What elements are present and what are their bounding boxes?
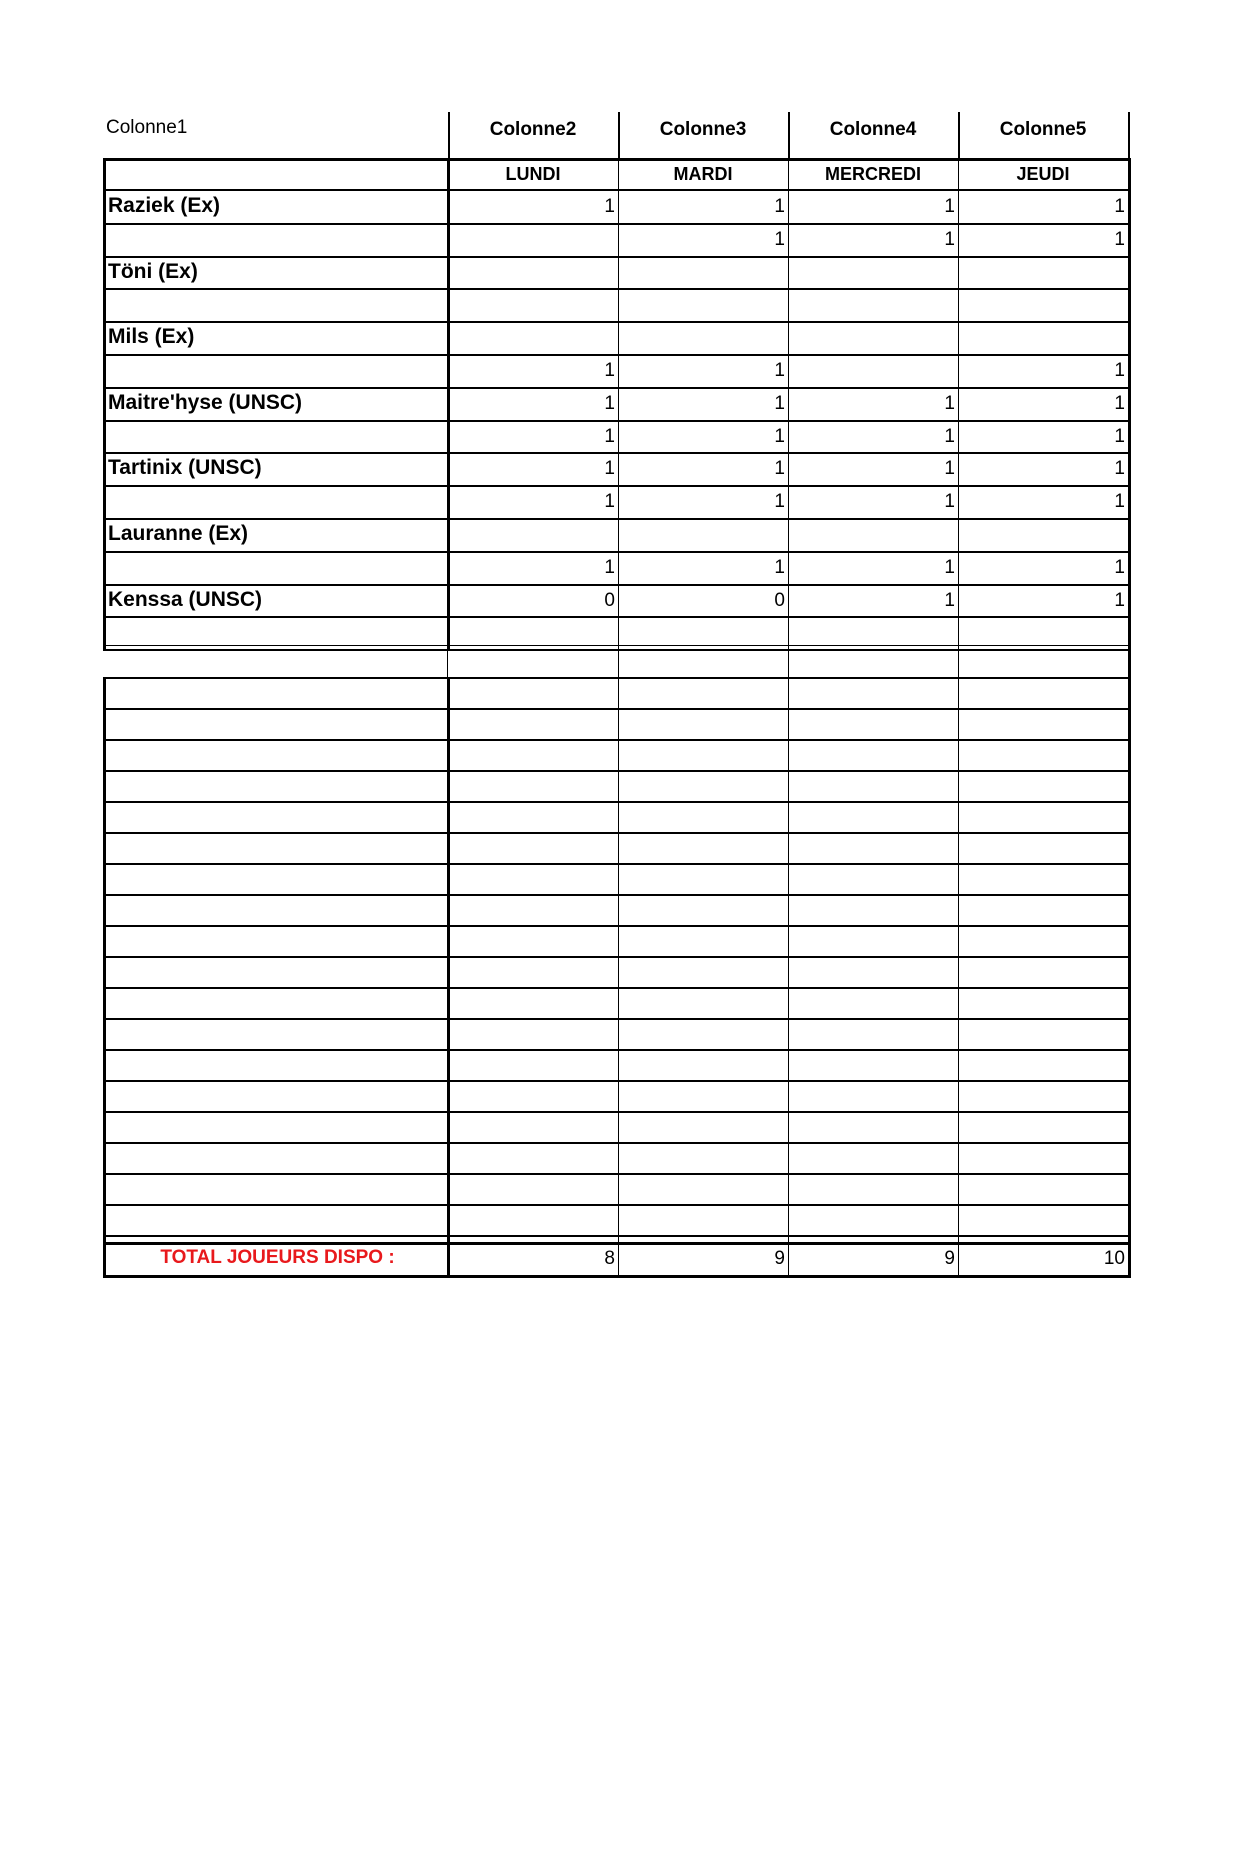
availability-jeudi: 1 xyxy=(1114,590,1125,611)
row-divider xyxy=(103,1080,1131,1082)
player-name xyxy=(104,289,451,321)
table-left-border xyxy=(103,158,106,650)
row-divider xyxy=(103,1049,1131,1051)
availability-jeudi: 1 xyxy=(1114,196,1125,217)
availability-mardi xyxy=(618,257,788,289)
availability-lundi: 1 xyxy=(604,196,615,217)
availability-mardi xyxy=(618,519,788,551)
column-divider xyxy=(618,158,619,1277)
row-divider xyxy=(103,485,1131,487)
availability-lundi: 0 xyxy=(604,590,615,611)
availability-mardi: 1 xyxy=(774,229,785,250)
player-name xyxy=(104,224,451,256)
availability-mardi: 0 xyxy=(774,590,785,611)
row-divider xyxy=(103,354,1131,356)
row-divider xyxy=(103,518,1131,520)
row-divider xyxy=(103,925,1131,927)
player-name xyxy=(104,486,451,518)
availability-jeudi: 1 xyxy=(1114,229,1125,250)
availability-mercredi: 1 xyxy=(944,557,955,578)
row-divider xyxy=(103,649,1131,651)
player-name: Lauranne (Ex) xyxy=(108,522,249,545)
row-divider xyxy=(103,551,1131,553)
player-name xyxy=(104,421,451,453)
header-column-divider xyxy=(788,112,790,158)
row-divider xyxy=(103,894,1131,896)
availability-mercredi xyxy=(788,289,958,321)
availability-mardi: 1 xyxy=(774,426,785,447)
row-divider xyxy=(103,739,1131,741)
availability-mardi: 1 xyxy=(774,393,785,414)
availability-lundi: 1 xyxy=(604,426,615,447)
column-divider xyxy=(788,158,789,1277)
name-column-border xyxy=(447,650,448,677)
availability-lundi: 1 xyxy=(604,491,615,512)
availability-mercredi: 1 xyxy=(944,590,955,611)
row-divider xyxy=(103,677,1131,679)
availability-mercredi: 1 xyxy=(944,229,955,250)
player-name: Mils (Ex) xyxy=(108,325,195,348)
availability-mardi xyxy=(618,289,788,321)
row-divider xyxy=(103,708,1131,710)
availability-mercredi: 1 xyxy=(944,196,955,217)
row-divider xyxy=(103,832,1131,834)
availability-jeudi: 1 xyxy=(1114,360,1125,381)
availability-lundi: 1 xyxy=(604,360,615,381)
availability-jeudi: 1 xyxy=(1114,393,1125,414)
header-column-divider xyxy=(958,112,960,158)
row-divider xyxy=(103,616,1131,618)
availability-mardi: 1 xyxy=(774,458,785,479)
total-jeudi: 10 xyxy=(1103,1248,1125,1269)
player-name xyxy=(104,552,451,584)
day-mardi: MARDI xyxy=(673,164,733,184)
row-divider xyxy=(103,420,1131,422)
player-name xyxy=(104,355,451,387)
availability-lundi: 1 xyxy=(604,393,615,414)
day-mercredi: MERCREDI xyxy=(824,164,921,184)
row-divider xyxy=(103,256,1131,258)
day-lundi: LUNDI xyxy=(505,164,561,184)
column-title-2: Colonne2 xyxy=(489,119,577,140)
column-title-3: Colonne3 xyxy=(659,119,747,140)
table-left-border xyxy=(103,677,106,1278)
availability-lundi xyxy=(448,224,618,256)
availability-jeudi xyxy=(958,322,1128,354)
column-title-4: Colonne4 xyxy=(829,119,917,140)
availability-mercredi xyxy=(788,257,958,289)
header-border xyxy=(103,158,1131,161)
availability-jeudi xyxy=(958,257,1128,289)
availability-jeudi: 1 xyxy=(1114,426,1125,447)
column-title-5: Colonne5 xyxy=(999,119,1087,140)
row-divider xyxy=(103,863,1131,865)
name-column-border xyxy=(447,677,450,1278)
row-divider xyxy=(103,1173,1131,1175)
table-right-border xyxy=(1128,158,1131,1278)
row-divider xyxy=(103,452,1131,454)
availability-mercredi: 1 xyxy=(944,426,955,447)
availability-jeudi: 1 xyxy=(1114,557,1125,578)
row-divider xyxy=(103,223,1131,225)
availability-mardi: 1 xyxy=(774,557,785,578)
row-divider xyxy=(103,1235,1131,1237)
day-row-border xyxy=(103,189,1131,191)
total-mercredi: 9 xyxy=(944,1248,955,1269)
total-top-border xyxy=(103,1242,1131,1245)
row-divider xyxy=(103,584,1131,586)
availability-jeudi: 1 xyxy=(1114,491,1125,512)
column-divider xyxy=(958,158,959,1277)
availability-jeudi xyxy=(958,519,1128,551)
header-column-divider xyxy=(1128,112,1130,158)
row-divider xyxy=(103,770,1131,772)
table-bottom-border xyxy=(103,1275,1131,1278)
availability-mardi: 1 xyxy=(774,360,785,381)
availability-lundi xyxy=(448,257,618,289)
row-divider xyxy=(103,1204,1131,1206)
name-column-border xyxy=(447,158,450,650)
row-divider xyxy=(103,288,1131,290)
availability-lundi xyxy=(448,289,618,321)
availability-mercredi xyxy=(788,355,958,387)
player-name: Maitre'hyse (UNSC) xyxy=(108,391,303,414)
row-divider xyxy=(103,987,1131,989)
name-column-title: Colonne1 xyxy=(106,117,188,138)
availability-jeudi xyxy=(958,289,1128,321)
player-name: Raziek (Ex) xyxy=(108,194,221,217)
day-jeudi: JEUDI xyxy=(1016,164,1070,184)
header-column-divider xyxy=(448,112,450,158)
availability-mercredi: 1 xyxy=(944,458,955,479)
row-divider xyxy=(103,645,1131,646)
row-divider xyxy=(103,321,1131,323)
total-label: TOTAL JOUEURS DISPO : xyxy=(160,1247,395,1268)
player-name: Töni (Ex) xyxy=(108,260,198,283)
availability-mercredi xyxy=(788,519,958,551)
availability-mardi: 1 xyxy=(774,491,785,512)
row-divider xyxy=(103,956,1131,958)
header-column-divider xyxy=(618,112,620,158)
total-mardi: 9 xyxy=(774,1248,785,1269)
row-divider xyxy=(103,1018,1131,1020)
availability-jeudi: 1 xyxy=(1114,458,1125,479)
availability-mardi: 1 xyxy=(774,196,785,217)
row-divider xyxy=(103,387,1131,389)
availability-mardi xyxy=(618,322,788,354)
availability-mercredi: 1 xyxy=(944,393,955,414)
availability-mercredi xyxy=(788,322,958,354)
availability-lundi xyxy=(448,519,618,551)
row-divider xyxy=(103,801,1131,803)
player-name: Tartinix (UNSC) xyxy=(108,456,262,479)
availability-lundi: 1 xyxy=(604,458,615,479)
row-divider xyxy=(103,1111,1131,1113)
availability-mercredi: 1 xyxy=(944,491,955,512)
availability-lundi: 1 xyxy=(604,557,615,578)
player-name: Kenssa (UNSC) xyxy=(108,588,263,611)
row-divider xyxy=(103,1142,1131,1144)
availability-lundi xyxy=(448,322,618,354)
total-lundi: 8 xyxy=(604,1248,615,1269)
